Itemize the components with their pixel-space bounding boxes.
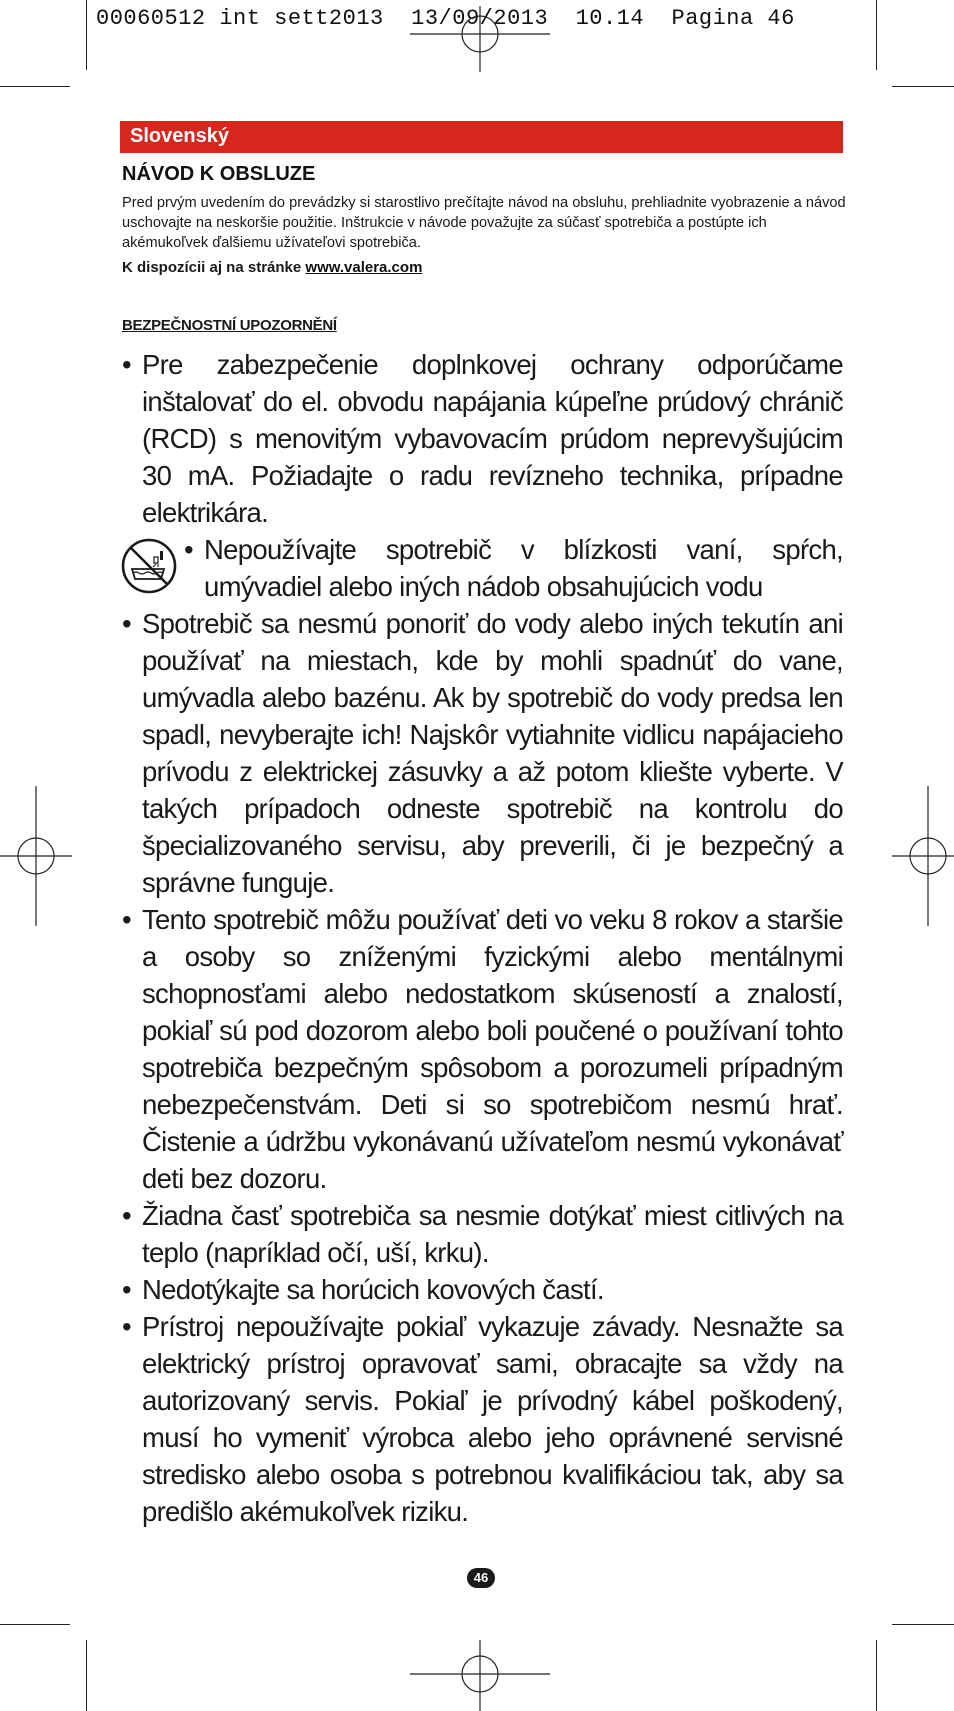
website-link[interactable]: www.valera.com: [305, 259, 423, 276]
crop-mark: [86, 1640, 87, 1711]
registration-mark-icon: [410, 1640, 550, 1711]
bullet-text: Nepoužívajte spotrebič v blízkosti vaní, spŕch, umývadiel alebo iných nádob obsahujúcich vodu: [204, 534, 843, 602]
availability-line: [122, 259, 422, 276]
list-item: • Žiadna časť spotrebiča sa nesmie dotýkať miest citlivých na teplo (napríklad očí, uší, krku).: [122, 1197, 843, 1271]
crop-mark: [892, 86, 954, 87]
doc-title: NÁVOD K OBSLUZE: [122, 163, 316, 185]
crop-mark: [876, 1640, 877, 1711]
print-slug: 00060512 int sett2013 13/09/2013 10.14 Pagina 46: [96, 6, 795, 31]
list-item: • Spotrebič sa nesmú ponoriť do vody alebo iných tekutín ani používať na miestach, kde by mohli spadnúť do vane, umývadla alebo bazénu. Ak by spotrebič do vody predsa len spadl, nevyberajte ich! Najskôr vytiahnite vidlicu napájacieho prívodu z elektrickej zásuvky a až potom kliešte vyberte. V takých prípadoch odneste spotrebič na kontrolu do špecializovaného servisu, aby preverili, či je bezpečný a správne funguje.: [122, 605, 843, 901]
list-item: • Tento spotrebič môžu používať deti vo veku 8 rokov a staršie a osoby so zníženými fyzickými alebo mentálnymi schopnosťami alebo nedostatkom skúseností a znalostí, pokiaľ sú pod dozorom alebo boli poučené o používaní tohto spotrebiča bezpečným spôsobom a porozumeli prípadným nebezpečenstvám. Deti si so spotrebičom nesmú hrať. Čistenie a údržbu vykonávanú užívateľom nesmú vykonávať deti bez dozoru.: [122, 901, 843, 1197]
registration-mark-icon: [0, 786, 72, 926]
list-item: [122, 531, 843, 605]
safety-bullet-list: [122, 346, 843, 1530]
intro-paragraph: Pred prvým uvedením do prevádzky si starostlivo prečítajte návod na obsluhu, prehliadnite vyobrazenie a návod uschovajte na neskoršie použitie. Inštrukcie v návode považujte za súčasť spotrebiča a postúpte ich akémukoľvek ďalšiemu užívateľovi spotrebiča.: [122, 195, 846, 251]
availability-prefix: K dispozícii aj na stránke: [122, 259, 306, 276]
language-bar: [120, 121, 843, 153]
registration-mark-icon: [410, 6, 550, 72]
crop-mark: [86, 0, 87, 70]
crop-mark: [0, 86, 70, 87]
no-bath-warning-icon: [120, 537, 178, 595]
list-item: • Prístroj nepoužívajte pokiaľ vykazuje závady. Nesnažte sa elektrický prístroj opravovať sami, obracajte sa vždy na autorizovaný servis. Pokiaľ je prívodný kábel poškodený, musí ho vymeniť výrobca alebo jeho oprávnené servisné stredisko alebo osoba s potrebnou kvalifikáciou tak, aby sa predišlo akémukoľvek riziku.: [122, 1308, 843, 1530]
crop-mark: [0, 1624, 70, 1625]
crop-mark: [892, 1624, 954, 1625]
crop-mark: [876, 0, 877, 70]
list-item: • Nedotýkajte sa horúcich kovových častí.: [122, 1271, 843, 1308]
page-number: 46: [467, 1568, 495, 1588]
section-heading: BEZPEČNOSTNÍ UPOZORNĚNÍ: [122, 317, 337, 334]
registration-mark-icon: [892, 786, 954, 926]
list-item: • Pre zabezpečenie doplnkovej ochrany odporúčame inštalovať do el. obvodu napájania kúpeľne prúdový chránič (RCD) s menovitým vybavovacím prúdom neprevyšujúcim 30 mA. Požiadajte o radu revízneho technika, prípadne elektrikára.: [122, 346, 843, 531]
language-label: Slovenský: [130, 125, 229, 147]
